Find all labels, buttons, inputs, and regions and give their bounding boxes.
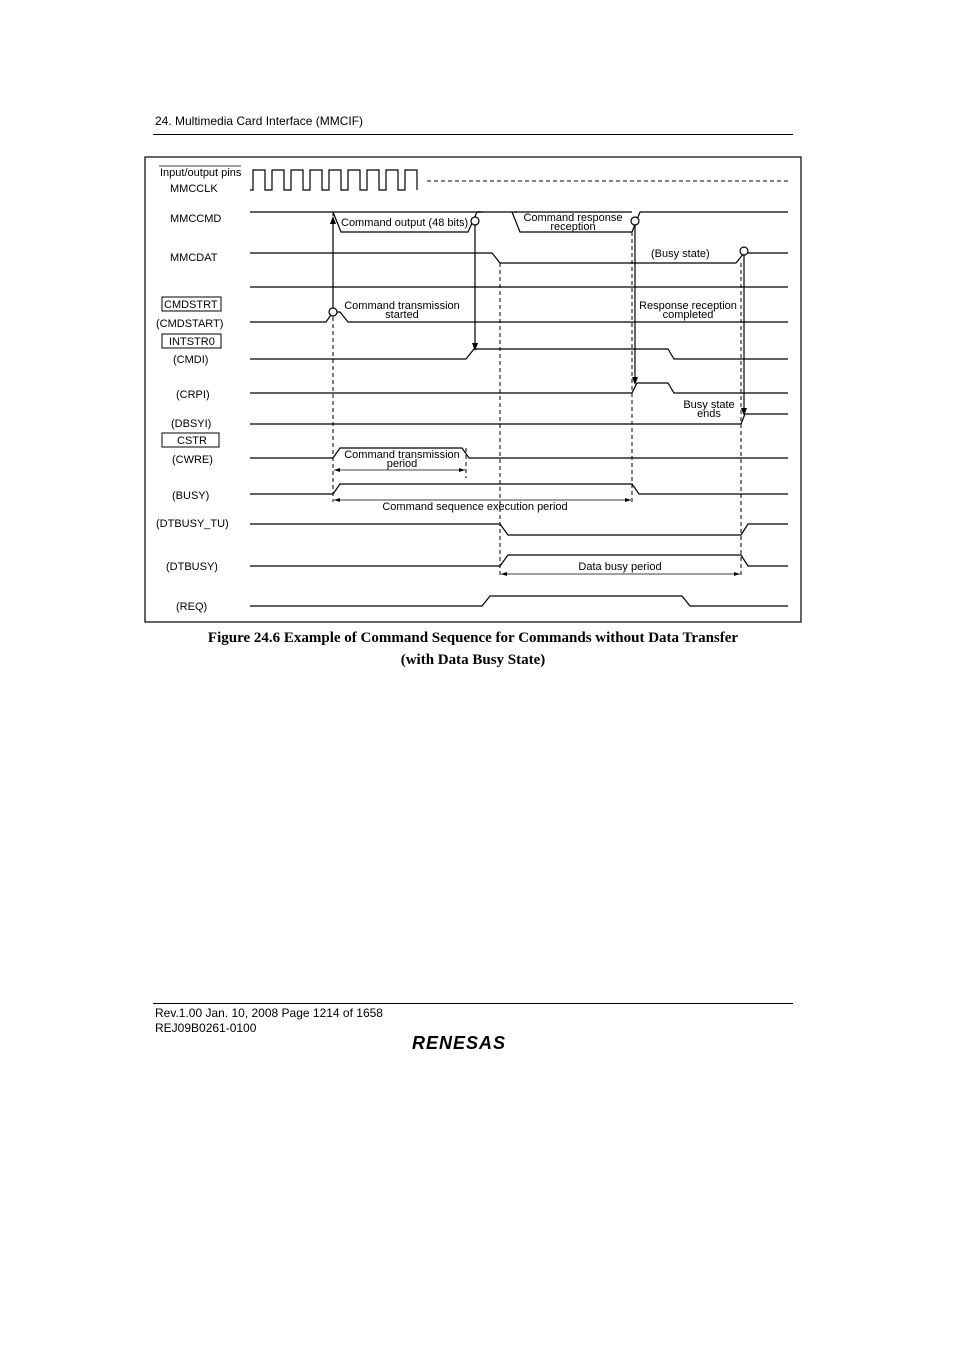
- label-mmcdat: MMCDAT: [170, 252, 218, 264]
- diagram-frame: [145, 157, 801, 622]
- label-crpi: (CRPI): [176, 389, 210, 401]
- req-waveform: [250, 596, 788, 606]
- label-busy: (BUSY): [172, 490, 210, 502]
- dtbusy-tu-waveform: [250, 524, 788, 535]
- crpi-waveform: [250, 383, 788, 393]
- label-cmdstrt: CMDSTRT: [164, 299, 218, 311]
- note-resp-completed-2: completed: [662, 309, 714, 321]
- mmcclk-waveform: [250, 170, 417, 190]
- footer-revision: Rev.1.00 Jan. 10, 2008 Page 1214 of 1658: [155, 1006, 383, 1020]
- note-tx-period-1: Command transmission: [344, 449, 460, 461]
- note-busy-ends-1: Busy state: [683, 399, 735, 411]
- cmdi-waveform: [250, 349, 788, 359]
- note-tx-started-1: Command transmission: [344, 300, 460, 312]
- marker-circle-cmd-end: [471, 217, 479, 225]
- busy-waveform: [250, 484, 788, 494]
- marker-circle-cmdstart: [329, 308, 337, 316]
- note-data-busy-period: Data busy period: [578, 561, 662, 573]
- note-busy-state: (Busy state): [651, 248, 710, 260]
- note-busy-ends-2: ends: [697, 408, 721, 420]
- note-tx-started-2: started: [385, 309, 419, 321]
- dtbusy-waveform: [250, 555, 788, 566]
- marker-circle-resp-end: [631, 217, 639, 225]
- marker-circle-dat: [740, 247, 748, 255]
- renesas-logo: RENESAS: [412, 1033, 507, 1053]
- note-seq-period: Command sequence execution period: [382, 501, 568, 513]
- note-cmd-output: Command output (48 bits): [341, 217, 469, 229]
- label-cstr: CSTR: [177, 435, 207, 447]
- label-cwre: (CWRE): [172, 454, 213, 466]
- label-pins-heading: Input/output pins: [160, 167, 242, 179]
- figure-caption-line1: Figure 24.6 Example of Command Sequence for Commands without Data Transfer: [207, 630, 739, 646]
- label-mmccmd: MMCCMD: [170, 213, 222, 225]
- label-cmdstart: (CMDSTART): [156, 318, 224, 330]
- footer-doc-number: REJ09B0261-0100: [155, 1021, 257, 1035]
- footer-rule: [153, 1003, 793, 1004]
- label-dbsyi: (DBSYI): [171, 418, 212, 430]
- figure-caption-line2: (with Data Busy State): [400, 652, 546, 668]
- label-dtbusy-tu: (DTBUSY_TU): [156, 518, 229, 530]
- note-tx-period-2: period: [386, 458, 418, 470]
- note-resp-completed-1: Response reception: [639, 300, 737, 312]
- label-intstr0: INTSTR0: [169, 336, 215, 348]
- section-header: 24. Multimedia Card Interface (MMCIF): [155, 114, 364, 128]
- cwre-waveform: [250, 448, 788, 458]
- label-req: (REQ): [176, 601, 208, 613]
- label-dtbusy: (DTBUSY): [166, 561, 218, 573]
- note-cmd-response-1: Command response: [523, 212, 623, 224]
- label-mmcclk: MMCCLK: [170, 183, 218, 195]
- note-cmd-response-2: reception: [550, 221, 596, 233]
- label-cmdi: (CMDI): [173, 354, 209, 366]
